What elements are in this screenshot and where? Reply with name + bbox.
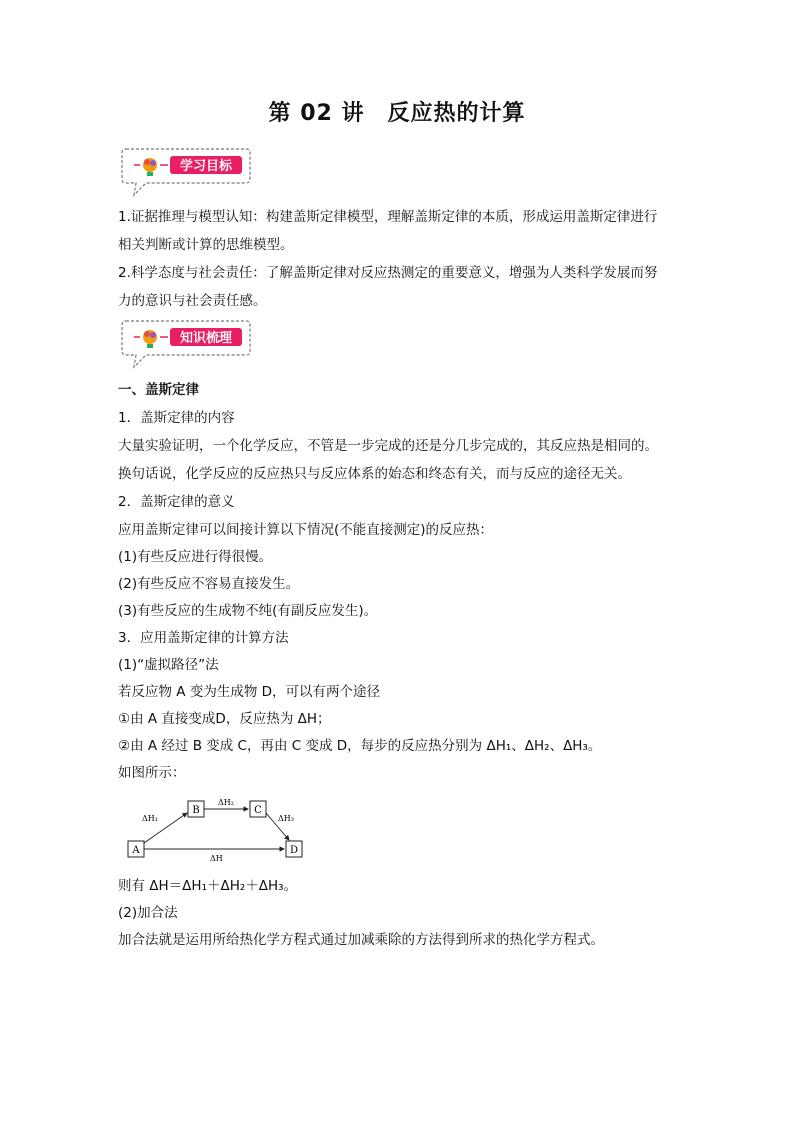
badge-knowledge-text: 知识梳理 xyxy=(179,331,233,346)
node-d: D xyxy=(289,845,299,856)
body-line: (3)有些反应的生成物不纯(有副反应发生)。 xyxy=(118,603,378,619)
body-line: 大量实验证明，一个化学反应，不管是一步完成的还是分几步完成的，其反应热是相同的。 xyxy=(118,438,658,454)
objective-line: 力的意识与社会责任感。 xyxy=(118,293,267,309)
knowledge-review-badge xyxy=(120,317,252,369)
objective-line: 2.科学态度与社会责任：了解盖斯定律对反应热测定的重要意义，增强为人类科学发展而努 xyxy=(118,265,658,281)
hess-path-diagram xyxy=(126,795,316,865)
label-dh1: ΔH₁ xyxy=(142,814,158,823)
label-dh: ΔH xyxy=(210,854,223,863)
body-line: (1)“虚拟路径”法 xyxy=(118,657,219,673)
body-line: 换句话说，化学反应的反应热只与反应体系的始态和终态有关，而与反应的途径无关。 xyxy=(118,466,631,482)
body-line: 若反应物 A 变为生成物 D，可以有两个途径 xyxy=(118,684,381,700)
body-line: (2)有些反应不容易直接发生。 xyxy=(118,576,300,592)
section-heading: 一、盖斯定律 xyxy=(118,382,199,398)
body-line: 加合法就是运用所给热化学方程式通过加减乘除的方法得到所求的热化学方程式。 xyxy=(118,932,604,948)
node-c: C xyxy=(254,805,262,816)
body-line: 1．盖斯定律的内容 xyxy=(118,410,235,426)
body-line: ②由 A 经过 B 变成 C，再由 C 变成 D，每步的反应热分别为 ΔH₁、ΔH₂、ΔH₃。 xyxy=(118,738,602,754)
objective-line: 相关判断或计算的思维模型。 xyxy=(118,237,294,253)
label-dh2: ΔH₂ xyxy=(218,798,234,807)
speech-bubble-icon xyxy=(120,145,252,197)
body-line: (1)有些反应进行得很慢。 xyxy=(118,549,273,565)
speech-bubble-icon xyxy=(120,317,252,369)
body-line: 如图所示： xyxy=(118,765,186,781)
body-line: (2)加合法 xyxy=(118,905,178,921)
body-line: 2．盖斯定律的意义 xyxy=(118,494,235,510)
learning-goals-badge xyxy=(120,145,252,197)
body-line: 3．应用盖斯定律的计算方法 xyxy=(118,630,289,646)
page-title: 第 02 讲 反应热的计算 xyxy=(268,101,526,126)
objective-line: 1.证据推理与模型认知：构建盖斯定律模型，理解盖斯定律的本质，形成运用盖斯定律进行 xyxy=(118,209,658,225)
body-line: 应用盖斯定律可以间接计算以下情况(不能直接测定)的反应热： xyxy=(118,522,494,538)
label-dh3: ΔH₃ xyxy=(278,814,294,823)
body-line: 则有 ΔH＝ΔH₁＋ΔH₂＋ΔH₃。 xyxy=(118,878,298,894)
body-line: ①由 A 直接变成D，反应热为 ΔH； xyxy=(118,711,331,727)
badge-goal-text: 学习目标 xyxy=(179,159,233,174)
node-a: A xyxy=(132,845,140,856)
node-b: B xyxy=(192,805,200,816)
